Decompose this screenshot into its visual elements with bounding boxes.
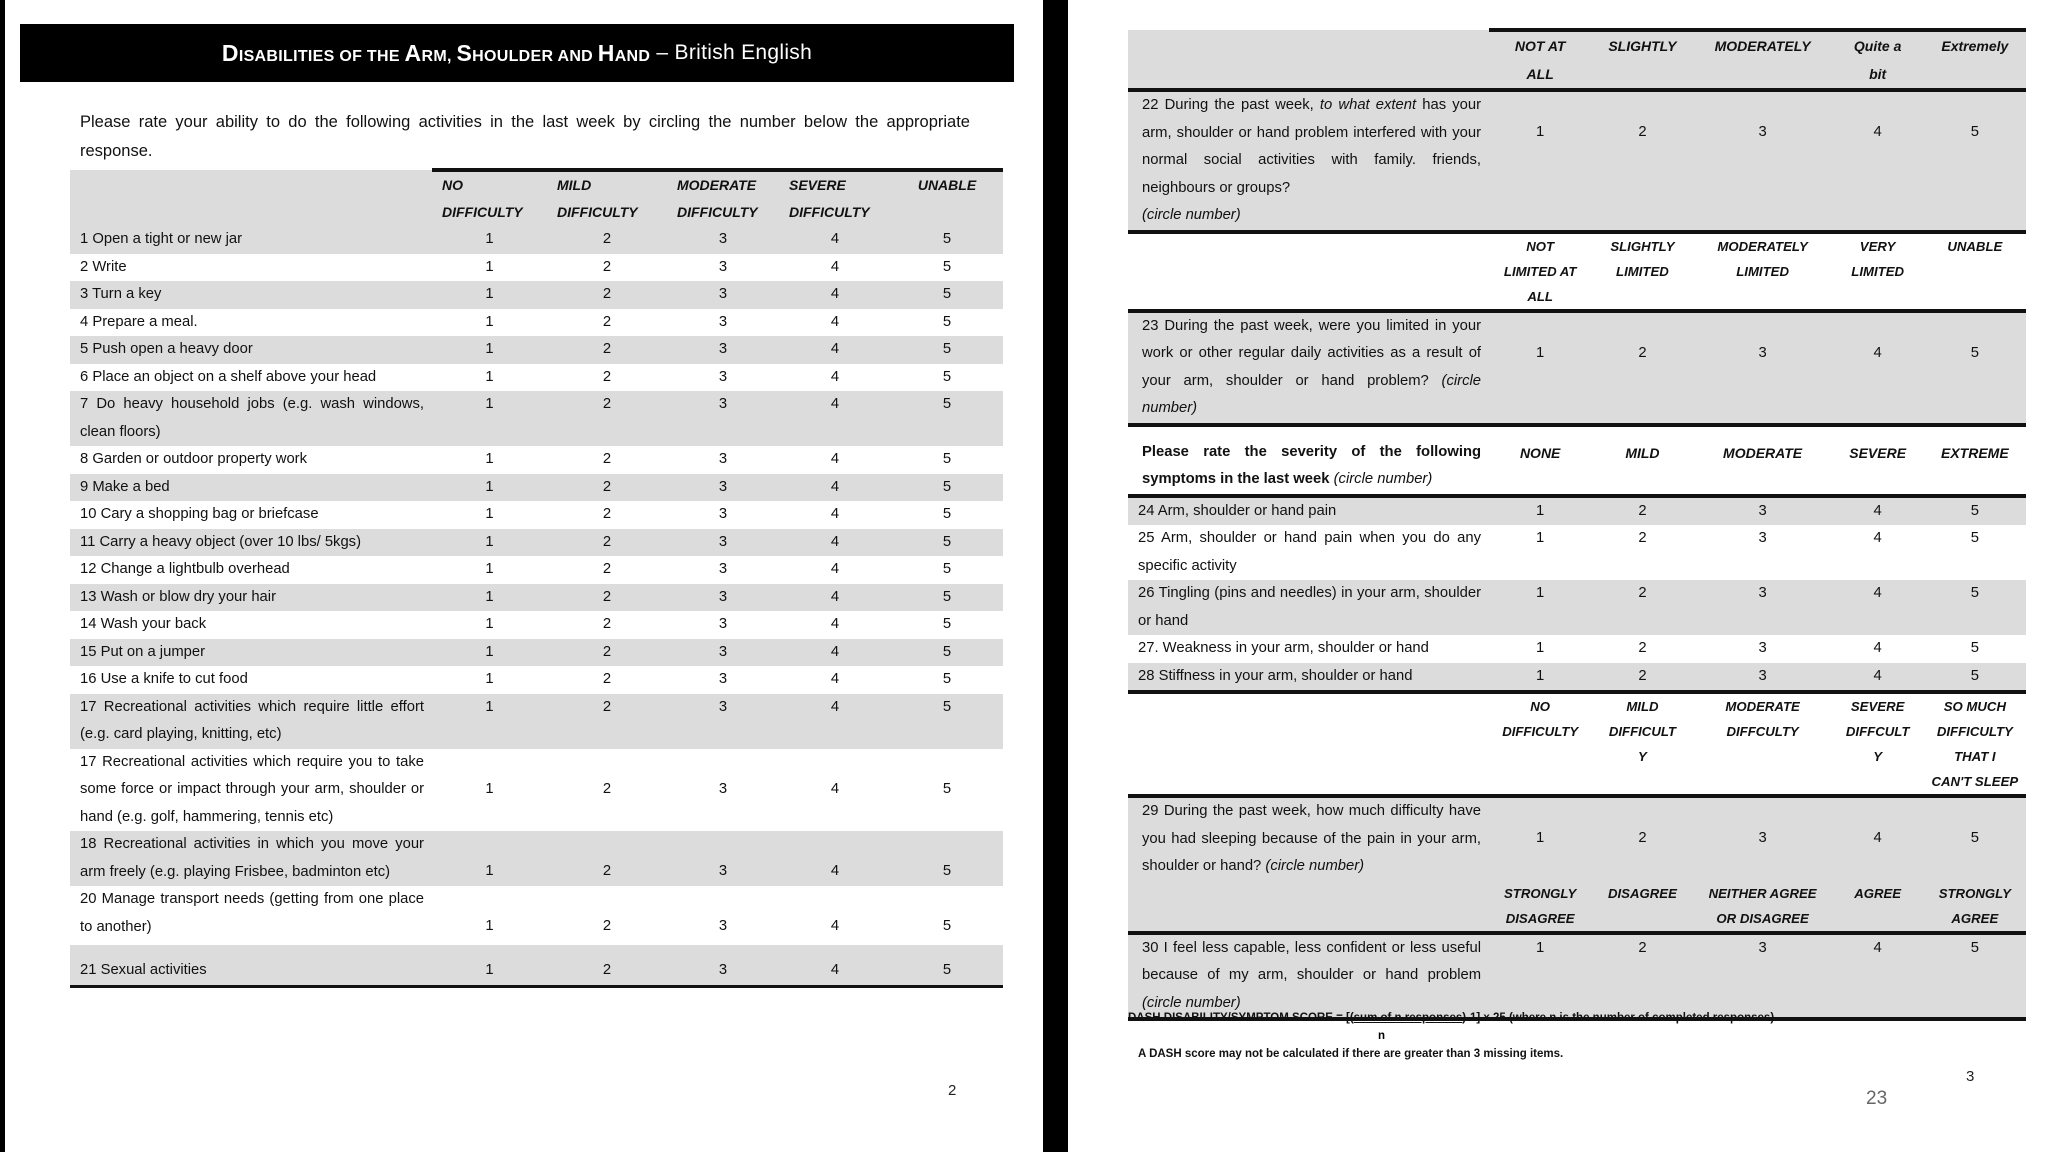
- rating-option[interactable]: 5: [942, 561, 952, 577]
- rating-option[interactable]: 1: [485, 863, 494, 879]
- rating-option[interactable]: 2: [602, 258, 612, 275]
- rating-option[interactable]: 5: [942, 671, 952, 687]
- severity-header-row: [1128, 439, 2026, 496]
- rating-option[interactable]: 2: [602, 478, 612, 495]
- rating-option[interactable]: 2: [602, 588, 612, 605]
- severity-option[interactable]: 3: [1758, 530, 1767, 546]
- activity-label: 7 Do heavy household jobs (e.g. wash windows, clean floors): [80, 396, 424, 440]
- rating-option[interactable]: 4: [779, 945, 891, 986]
- option-23-3[interactable]: 3: [1758, 344, 1767, 361]
- col-header-no-difficulty: NO DIFFICULTY: [442, 177, 523, 220]
- page-number-left: 2: [948, 1082, 957, 1099]
- form-title: DISABILITIES OF THE ARM, SHOULDER AND HAND: [221, 39, 651, 66]
- option-22-3[interactable]: 3: [1758, 124, 1767, 140]
- rating-option[interactable]: 4: [830, 258, 840, 275]
- option-30-4[interactable]: 4: [1873, 939, 1882, 956]
- activity-row: [70, 501, 1003, 529]
- severity-option[interactable]: 4: [1873, 502, 1882, 519]
- rating-option[interactable]: 4: [830, 588, 840, 605]
- activity-label: 17 Recreational activities which require you to take some force or impact through your arm, shoulder or hand (e.g. golf, hammering, tennis etc): [80, 753, 424, 825]
- q30-header-strongly-disagree: STRONGLY DISAGREE: [1504, 885, 1577, 926]
- activity-label: 20 Manage transport needs (getting from one place to another): [80, 891, 424, 935]
- severity-option[interactable]: 3: [1758, 667, 1767, 684]
- rating-option[interactable]: 2: [602, 616, 612, 632]
- activity-row: [70, 364, 1003, 392]
- activity-row: [70, 749, 1003, 832]
- rating-option[interactable]: 2: [602, 313, 612, 330]
- question-row-29: [1128, 796, 2026, 881]
- symptom-label: 25 Arm, shoulder or hand pain when you do any specific activity: [1138, 530, 1482, 574]
- option-30-2[interactable]: 2: [1638, 939, 1647, 956]
- question-text-30: 30 I feel less capable, less confident or less useful because of my arm, shoulder or hand problem (circle number): [1142, 939, 1482, 1011]
- activity-label: 12 Change a lightbulb overhead: [80, 561, 290, 577]
- rating-option[interactable]: 5: [942, 506, 952, 522]
- rating-option[interactable]: 1: [485, 561, 494, 577]
- rating-option[interactable]: 5: [942, 341, 952, 357]
- rating-option[interactable]: 3: [718, 780, 728, 797]
- activity-label: 15 Put on a jumper: [80, 643, 206, 660]
- activity-row: [70, 446, 1003, 474]
- rating-option[interactable]: 3: [718, 368, 728, 385]
- severity-option[interactable]: 5: [1970, 640, 1979, 656]
- q22-header-row: [1128, 30, 2026, 90]
- severity-option[interactable]: 3: [1758, 502, 1767, 519]
- severity-option[interactable]: 1: [1536, 530, 1545, 546]
- symptom-row: [1128, 635, 2026, 663]
- symptoms-table: [1128, 28, 2026, 1021]
- rating-option[interactable]: 3: [718, 286, 728, 302]
- rating-option[interactable]: 4: [830, 451, 840, 467]
- q29-header-no-difficulty: NO DIFFICULTY: [1502, 699, 1579, 739]
- rating-option[interactable]: 5: [942, 231, 952, 247]
- sev-header-extreme: EXTREME: [1940, 444, 2009, 461]
- option-22-1[interactable]: 1: [1536, 124, 1545, 140]
- rating-option[interactable]: 2: [602, 671, 612, 687]
- activity-label: 8 Garden or outdoor property work: [80, 451, 308, 467]
- rating-option[interactable]: 3: [718, 313, 728, 330]
- severity-option[interactable]: 1: [1536, 640, 1545, 656]
- activity-label: 1 Open a tight or new jar: [80, 231, 243, 247]
- rating-option[interactable]: 3: [718, 533, 728, 550]
- rating-option[interactable]: 2: [602, 780, 612, 797]
- rating-option[interactable]: 3: [718, 561, 728, 577]
- rating-option[interactable]: 5: [942, 451, 952, 467]
- q22-header-slightly: SLIGHTLY: [1608, 38, 1677, 54]
- rating-option[interactable]: 1: [485, 698, 494, 715]
- activities-table: [70, 168, 1003, 988]
- rating-option[interactable]: 1: [485, 341, 494, 357]
- symptom-row: [1128, 663, 2026, 693]
- activity-label: 16 Use a knife to cut food: [80, 671, 248, 687]
- q23-header-moderately-limited: MODERATELY LIMITED: [1717, 238, 1808, 279]
- activity-label: 18 Recreational activities in which you move your arm freely (e.g. playing Frisbee, badminton etc): [80, 836, 424, 880]
- rating-option[interactable]: 2: [602, 341, 612, 357]
- q30-header-disagree: DISAGREE: [1607, 885, 1677, 901]
- activity-row: [70, 666, 1003, 694]
- rating-option[interactable]: 3: [718, 258, 728, 275]
- activity-row: [70, 391, 1003, 446]
- rating-option[interactable]: 3: [718, 643, 728, 660]
- severity-option[interactable]: 2: [1638, 585, 1647, 601]
- severity-option[interactable]: 5: [1970, 502, 1979, 519]
- option-23-4[interactable]: 4: [1873, 344, 1882, 361]
- rating-option[interactable]: 1: [485, 313, 494, 330]
- severity-option[interactable]: 5: [1970, 530, 1979, 546]
- rating-option[interactable]: 5: [942, 588, 952, 605]
- question-row-22: [1128, 90, 2026, 232]
- rating-option[interactable]: 3: [718, 588, 728, 605]
- option-23-2[interactable]: 2: [1638, 344, 1647, 361]
- rating-option[interactable]: 1: [485, 396, 494, 412]
- rating-option[interactable]: 5: [942, 533, 952, 550]
- activity-label: 4 Prepare a meal.: [80, 313, 198, 330]
- activity-label: 5 Push open a heavy door: [80, 341, 253, 357]
- activity-label: 10 Cary a shopping bag or briefcase: [80, 506, 319, 522]
- rating-option[interactable]: 5: [942, 643, 952, 660]
- option-30-3[interactable]: 3: [1758, 939, 1767, 956]
- symptom-label: 24 Arm, shoulder or hand pain: [1138, 502, 1337, 519]
- rating-option[interactable]: 3: [718, 451, 728, 467]
- option-29-1[interactable]: 1: [1536, 830, 1545, 846]
- q29-header-mild-difficulty: MILD DIFFICULT Y: [1608, 699, 1676, 764]
- activity-row: [70, 281, 1003, 309]
- q23-header-slightly-limited: SLIGHTLY LIMITED: [1610, 238, 1675, 279]
- q29-header-cant-sleep: SO MUCH DIFFICULTY THAT I CAN'T SLEEP: [1931, 699, 2019, 789]
- option-30-1[interactable]: 1: [1536, 939, 1545, 956]
- option-29-5[interactable]: 5: [1970, 830, 1979, 846]
- activity-label: 3 Turn a key: [80, 286, 162, 302]
- rating-option[interactable]: 3: [718, 671, 728, 687]
- rating-option[interactable]: 2: [602, 918, 612, 934]
- rating-option[interactable]: 2: [602, 698, 612, 715]
- rating-option[interactable]: 5: [942, 286, 952, 302]
- option-22-4[interactable]: 4: [1873, 124, 1882, 140]
- symptom-label: 28 Stiffness in your arm, shoulder or hand: [1138, 667, 1413, 684]
- rating-option[interactable]: 5: [942, 698, 952, 715]
- activity-label: 6 Place an object on a shelf above your head: [80, 368, 377, 385]
- rating-option[interactable]: 1: [485, 258, 494, 275]
- rating-option[interactable]: 5: [942, 313, 952, 330]
- rating-option[interactable]: 3: [718, 918, 728, 934]
- sev-header-moderate: MODERATE: [1723, 444, 1803, 461]
- q30-header-row: [1128, 881, 2026, 933]
- rating-option[interactable]: 5: [942, 863, 952, 879]
- activity-row: [70, 556, 1003, 584]
- rating-option[interactable]: 2: [602, 561, 612, 577]
- rating-option[interactable]: 4: [830, 643, 840, 660]
- option-30-5[interactable]: 5: [1970, 939, 1979, 956]
- q30-header-agree: AGREE: [1854, 885, 1902, 901]
- severity-option[interactable]: 4: [1873, 640, 1882, 656]
- activity-row: [70, 226, 1003, 254]
- rating-option[interactable]: 3: [667, 945, 779, 986]
- score-formula-denominator: n: [1378, 1030, 1386, 1042]
- severity-option[interactable]: 2: [1638, 667, 1647, 684]
- rating-option[interactable]: 4: [830, 918, 840, 934]
- option-29-3[interactable]: 3: [1758, 830, 1767, 846]
- severity-option[interactable]: 1: [1536, 667, 1545, 684]
- q23-header-row: [1128, 232, 2026, 311]
- severity-option[interactable]: 5: [1970, 667, 1979, 684]
- option-29-4[interactable]: 4: [1873, 830, 1882, 846]
- rating-option[interactable]: 2: [602, 396, 612, 412]
- activity-label: 17 Recreational activities which require little effort (e.g. card playing, knitting, etc): [80, 698, 424, 742]
- col-header-moderate-difficulty: MODERATE DIFFICULTY: [677, 177, 758, 220]
- activity-row: [70, 584, 1003, 612]
- severity-option[interactable]: 4: [1873, 530, 1882, 546]
- rating-option[interactable]: 4: [830, 780, 840, 797]
- rating-option[interactable]: 4: [830, 396, 840, 412]
- instructions: Please rate your ability to do the following activities in the last week by circling the number below the appropriate response.: [80, 113, 970, 160]
- severity-option[interactable]: 1: [1536, 502, 1545, 519]
- sev-header-mild: MILD: [1625, 444, 1660, 461]
- severity-option[interactable]: 4: [1873, 585, 1882, 601]
- rating-option[interactable]: 4: [830, 478, 840, 495]
- activity-row: [70, 611, 1003, 639]
- q22-header-extremely: Extremely: [1941, 38, 2009, 54]
- q23-header-unable: UNABLE: [1947, 238, 2003, 254]
- rating-option[interactable]: 4: [830, 341, 840, 357]
- severity-option[interactable]: 4: [1873, 667, 1882, 684]
- symptom-label: 26 Tingling (pins and needles) in your arm, shoulder or hand: [1138, 585, 1482, 629]
- rating-option[interactable]: 2: [602, 451, 612, 467]
- activity-label: 21 Sexual activities: [70, 945, 432, 986]
- q29-header-severe-difficulty: SEVERE DIFFCULT Y: [1845, 699, 1910, 764]
- rating-option[interactable]: 5: [942, 918, 952, 934]
- q23-header-very-limited: VERY LIMITED: [1851, 238, 1905, 279]
- rating-option[interactable]: 5: [942, 780, 952, 797]
- option-22-5[interactable]: 5: [1970, 124, 1979, 140]
- rating-option[interactable]: 1: [485, 588, 494, 605]
- col-header-severe-difficulty: SEVERE DIFFICULTY: [789, 177, 870, 220]
- form-title-banner: [20, 24, 1014, 82]
- activities-header-row: [70, 170, 1003, 226]
- rating-option[interactable]: 1: [432, 945, 547, 986]
- rating-option[interactable]: 4: [830, 863, 840, 879]
- question-row-30: [1128, 933, 2026, 1020]
- activity-row: [70, 831, 1003, 886]
- q23-header-not-limited: NOT LIMITED AT ALL: [1503, 238, 1577, 304]
- severity-option[interactable]: 2: [1638, 502, 1647, 519]
- rating-option[interactable]: 2: [602, 863, 612, 879]
- rating-option[interactable]: 4: [830, 616, 840, 632]
- rating-option[interactable]: 5: [942, 258, 952, 275]
- symptom-row: [1128, 525, 2026, 580]
- rating-option[interactable]: 1: [485, 643, 494, 660]
- rating-option[interactable]: 4: [830, 231, 840, 247]
- activity-row: [70, 945, 1003, 986]
- severity-option[interactable]: 5: [1970, 585, 1979, 601]
- rating-option[interactable]: 1: [485, 918, 494, 934]
- rating-option[interactable]: 3: [718, 231, 728, 247]
- rating-option[interactable]: 2: [602, 643, 612, 660]
- activity-row: [70, 694, 1003, 749]
- rating-option[interactable]: 4: [830, 533, 840, 550]
- activity-row: [70, 474, 1003, 502]
- option-22-2[interactable]: 2: [1638, 124, 1647, 140]
- score-formula: DASH DISABILITY/SYMPTOM SCORE = [(sum of n responses)-1] x 25 (where n is the number of completed responses): [1128, 1012, 1775, 1024]
- activity-row: [70, 886, 1003, 941]
- slide-number: 23: [1866, 1088, 1888, 1109]
- sev-header-severe: SEVERE: [1849, 444, 1907, 461]
- rating-option[interactable]: 4: [830, 313, 840, 330]
- q30-header-neither: NEITHER AGREE OR DISAGREE: [1708, 885, 1817, 926]
- symptom-row: [1128, 496, 2026, 526]
- missing-items-note: A DASH score may not be calculated if there are greater than 3 missing items.: [1138, 1048, 1564, 1060]
- severity-option[interactable]: 1: [1536, 585, 1545, 601]
- rating-option[interactable]: 3: [718, 863, 728, 879]
- question-row-23: [1128, 311, 2026, 425]
- activity-row: [70, 639, 1003, 667]
- rating-option[interactable]: 1: [485, 368, 494, 385]
- question-text-29: 29 During the past week, how much difficulty have you had sleeping because of the pain in your arm, shoulder or hand? (circle number): [1142, 803, 1482, 874]
- option-23-1[interactable]: 1: [1536, 344, 1545, 361]
- rating-option[interactable]: 2: [602, 286, 612, 302]
- rating-option[interactable]: 1: [485, 231, 494, 247]
- rating-option[interactable]: 1: [485, 506, 494, 522]
- rating-option[interactable]: 5: [942, 478, 952, 495]
- rating-option[interactable]: 5: [891, 945, 1003, 986]
- rating-option[interactable]: 4: [830, 286, 840, 302]
- activity-label: 9 Make a bed: [80, 478, 170, 495]
- rating-option[interactable]: 1: [485, 451, 494, 467]
- severity-instructions: Please rate the severity of the following symptoms in the last week (circle number): [1142, 443, 1482, 487]
- question-text-23: 23 During the past week, were you limited in your work or other regular daily activities as a result of your arm, shoulder or hand problem? (circle number): [1142, 317, 1482, 416]
- q22-header-moderately: MODERATELY: [1714, 38, 1811, 54]
- activity-label: 11 Carry a heavy object (over 10 lbs/ 5kgs): [80, 533, 361, 550]
- rating-option[interactable]: 1: [485, 671, 494, 687]
- rating-option[interactable]: 5: [942, 616, 952, 632]
- rating-option[interactable]: 1: [485, 780, 494, 797]
- form-language: – British English: [650, 41, 813, 64]
- symptom-label: 27. Weakness in your arm, shoulder or hand: [1138, 640, 1429, 656]
- severity-option[interactable]: 2: [1638, 530, 1647, 546]
- rating-option[interactable]: 2: [602, 506, 612, 522]
- activity-label: 14 Wash your back: [80, 616, 207, 632]
- rating-option[interactable]: 5: [942, 396, 952, 412]
- symptom-row: [1128, 580, 2026, 635]
- question-text-22: 22 During the past week, to what extent has your arm, shoulder or hand problem interfered with your normal social activities with family. friends, neighbours or groups? (circle number): [1142, 97, 1482, 223]
- rating-option[interactable]: 1: [485, 533, 494, 550]
- rating-option[interactable]: 4: [830, 671, 840, 687]
- activity-label: 13 Wash or blow dry your hair: [80, 588, 277, 605]
- activity-row: [70, 309, 1003, 337]
- page-number-right: 3: [1966, 1068, 1975, 1085]
- option-23-5[interactable]: 5: [1970, 344, 1979, 361]
- severity-option[interactable]: 3: [1758, 640, 1767, 656]
- activity-label: 2 Write: [80, 258, 127, 275]
- rating-option[interactable]: 4: [830, 561, 840, 577]
- rating-option[interactable]: 1: [485, 286, 494, 302]
- rating-option[interactable]: 3: [718, 396, 728, 412]
- rating-option[interactable]: 2: [602, 231, 612, 247]
- activity-row: [70, 336, 1003, 364]
- q30-header-strongly-agree: STRONGLY AGREE: [1938, 885, 2011, 926]
- rating-option[interactable]: 4: [830, 506, 840, 522]
- rating-option[interactable]: 2: [602, 533, 612, 550]
- rating-option[interactable]: 2: [547, 945, 667, 986]
- q29-header-moderate-difficulty: MODERATE DIFFCULTY: [1725, 699, 1800, 739]
- rating-option[interactable]: 3: [718, 478, 728, 495]
- severity-option[interactable]: 2: [1638, 640, 1647, 656]
- sev-header-none: NONE: [1519, 444, 1561, 461]
- rating-option[interactable]: 1: [485, 478, 494, 495]
- rating-option[interactable]: 4: [830, 368, 840, 385]
- q22-header-not-at-all: NOT AT ALL: [1514, 38, 1566, 82]
- activity-row: [70, 254, 1003, 282]
- q29-header-row: [1128, 692, 2026, 796]
- option-29-2[interactable]: 2: [1638, 830, 1647, 846]
- col-header-mild-difficulty: MILD DIFFICULTY: [557, 177, 638, 220]
- col-header-unable: UNABLE: [917, 177, 977, 193]
- rating-option[interactable]: 3: [718, 341, 728, 357]
- rating-option[interactable]: 5: [942, 368, 952, 385]
- severity-option[interactable]: 3: [1758, 585, 1767, 601]
- rating-option[interactable]: 2: [602, 368, 612, 385]
- activity-row: [70, 529, 1003, 557]
- q22-header-quite-a-bit: Quite a bit: [1853, 38, 1902, 82]
- rating-option[interactable]: 3: [718, 506, 728, 522]
- rating-option[interactable]: 3: [718, 616, 728, 632]
- rating-option[interactable]: 1: [485, 616, 494, 632]
- rating-option[interactable]: 4: [830, 698, 840, 715]
- rating-option[interactable]: 3: [718, 698, 728, 715]
